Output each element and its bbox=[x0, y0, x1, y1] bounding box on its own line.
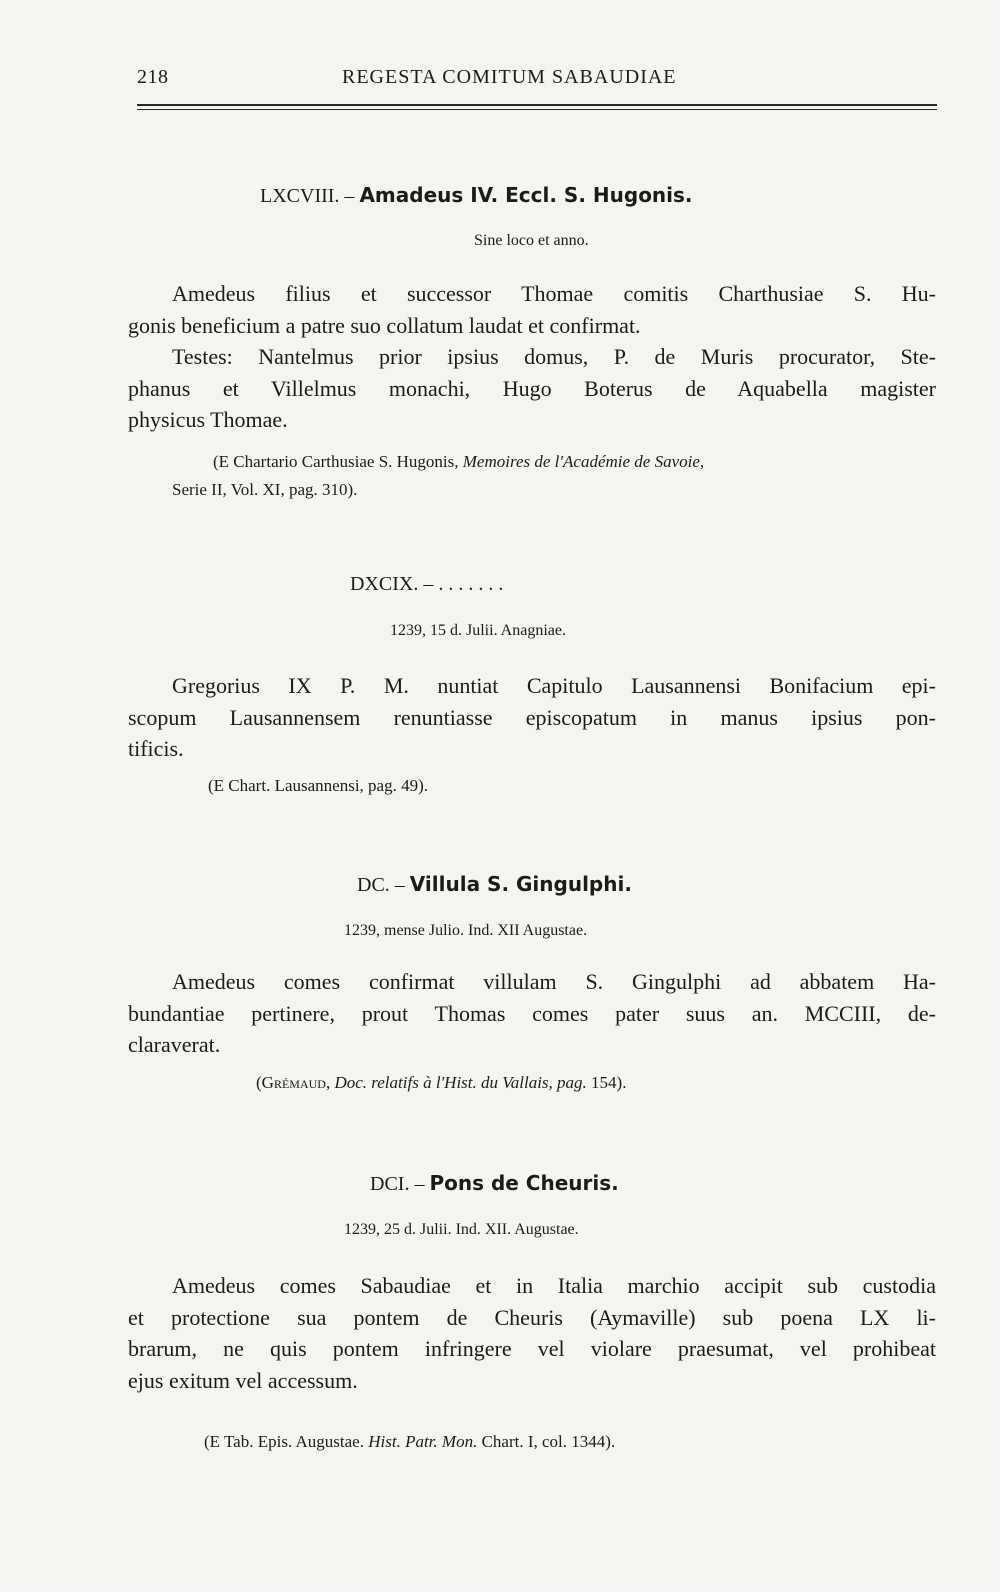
entry-date: 1239, 25 d. Julii. Ind. XII. Augustae. bbox=[344, 1221, 579, 1238]
text-line: tificis. bbox=[128, 736, 184, 761]
text-line: bundantiae pertinere, prout Thomas comes pater suus an. MCCIII, de- bbox=[128, 1000, 936, 1026]
text-line: Testes: Nantelmus prior ipsius domus, P. de Muris procurator, Ste- bbox=[172, 344, 936, 369]
text-line: Amedeus filius et successor Thomae comitis Charthusiae S. Hu- bbox=[172, 281, 936, 306]
source-author: (Grémaud, bbox=[256, 1073, 331, 1092]
text-line: brarum, ne quis pontem infringere vel violare praesumat, vel prohibeat bbox=[128, 1336, 936, 1361]
text-line: gonis beneficium a patre suo collatum laudat et confirmat. bbox=[128, 312, 641, 338]
entry-source: (E Chart. Lausannensi, pag. 49). bbox=[208, 776, 428, 795]
entry-source bbox=[256, 1068, 626, 1098]
text-line: physicus Thomae. bbox=[128, 407, 288, 432]
text-line: et protectione sua pontem de Cheuris (Aymaville) sub poena LX li- bbox=[128, 1304, 936, 1330]
source-title: Memoires de l'Académie de Savoie bbox=[462, 452, 700, 471]
entry-number: LXCVIII. – bbox=[260, 185, 355, 207]
source-text: , bbox=[699, 452, 705, 471]
source-text: (E Tab. Epis. Augustae. bbox=[204, 1432, 364, 1451]
entry-number: DC. – bbox=[357, 874, 405, 896]
header-rule-thin bbox=[137, 109, 937, 110]
entry-date: 1239, 15 d. Julii. Anagniae. bbox=[390, 622, 566, 639]
entry-heading bbox=[260, 183, 693, 208]
entry-number: DCI. – bbox=[370, 1173, 425, 1195]
entry-title: Amadeus IV. Eccl. S. Hugonis. bbox=[359, 183, 693, 207]
entry-text bbox=[128, 966, 936, 1061]
entry-date: 1239, mense Julio. Ind. XII Augustae. bbox=[344, 922, 588, 939]
source-text: 154). bbox=[591, 1073, 627, 1092]
text-line: Amedeus comes confirmat villulam S. Gingulphi ad abbatem Ha- bbox=[172, 969, 936, 994]
entry-heading bbox=[370, 1171, 619, 1196]
text-line: ejus exitum vel accessum. bbox=[128, 1367, 358, 1393]
entry-text bbox=[128, 278, 936, 436]
entry-source bbox=[204, 1427, 615, 1457]
entry-heading bbox=[350, 573, 503, 596]
entry-title: Pons de Cheuris. bbox=[429, 1171, 619, 1195]
page-number: 218 bbox=[137, 66, 169, 88]
text-line: Gregorius IX P. M. nuntiat Capitulo Lausannensi Bonifacium epi- bbox=[172, 673, 936, 698]
entry-source bbox=[213, 447, 704, 477]
entry-heading bbox=[357, 872, 632, 897]
entry-number: DXCIX. – bbox=[350, 573, 434, 595]
source-text: (E Chartario Carthusiae S. Hugonis, bbox=[213, 452, 459, 471]
source-title: Doc. relatifs à l'Hist. du Vallais, pag. bbox=[334, 1073, 587, 1092]
text-line: scopum Lausannensem renuntiasse episcopatum in manus ipsius pon- bbox=[128, 704, 936, 730]
entry-title: Villula S. Gingulphi. bbox=[409, 872, 632, 896]
text-line: Amedeus comes Sabaudiae et in Italia marchio accipit sub custodia bbox=[172, 1273, 936, 1298]
entry-text bbox=[128, 1270, 936, 1396]
text-line: phanus et Villelmus monachi, Hugo Boterus de Aquabella magister bbox=[128, 375, 936, 401]
page-header bbox=[137, 66, 937, 96]
entry-title: . . . . . . . bbox=[438, 573, 504, 595]
entry-source-line2: Serie II, Vol. XI, pag. 310). bbox=[172, 480, 358, 499]
entry-text bbox=[128, 670, 936, 765]
entry-date: Sine loco et anno. bbox=[474, 232, 589, 249]
text-line: claraverat. bbox=[128, 1032, 221, 1057]
running-title: REGESTA COMITUM SABAUDIAE bbox=[342, 66, 677, 88]
source-title: Hist. Patr. Mon. bbox=[368, 1432, 478, 1451]
header-rule bbox=[137, 104, 937, 106]
source-text: Chart. I, col. 1344). bbox=[481, 1432, 616, 1451]
